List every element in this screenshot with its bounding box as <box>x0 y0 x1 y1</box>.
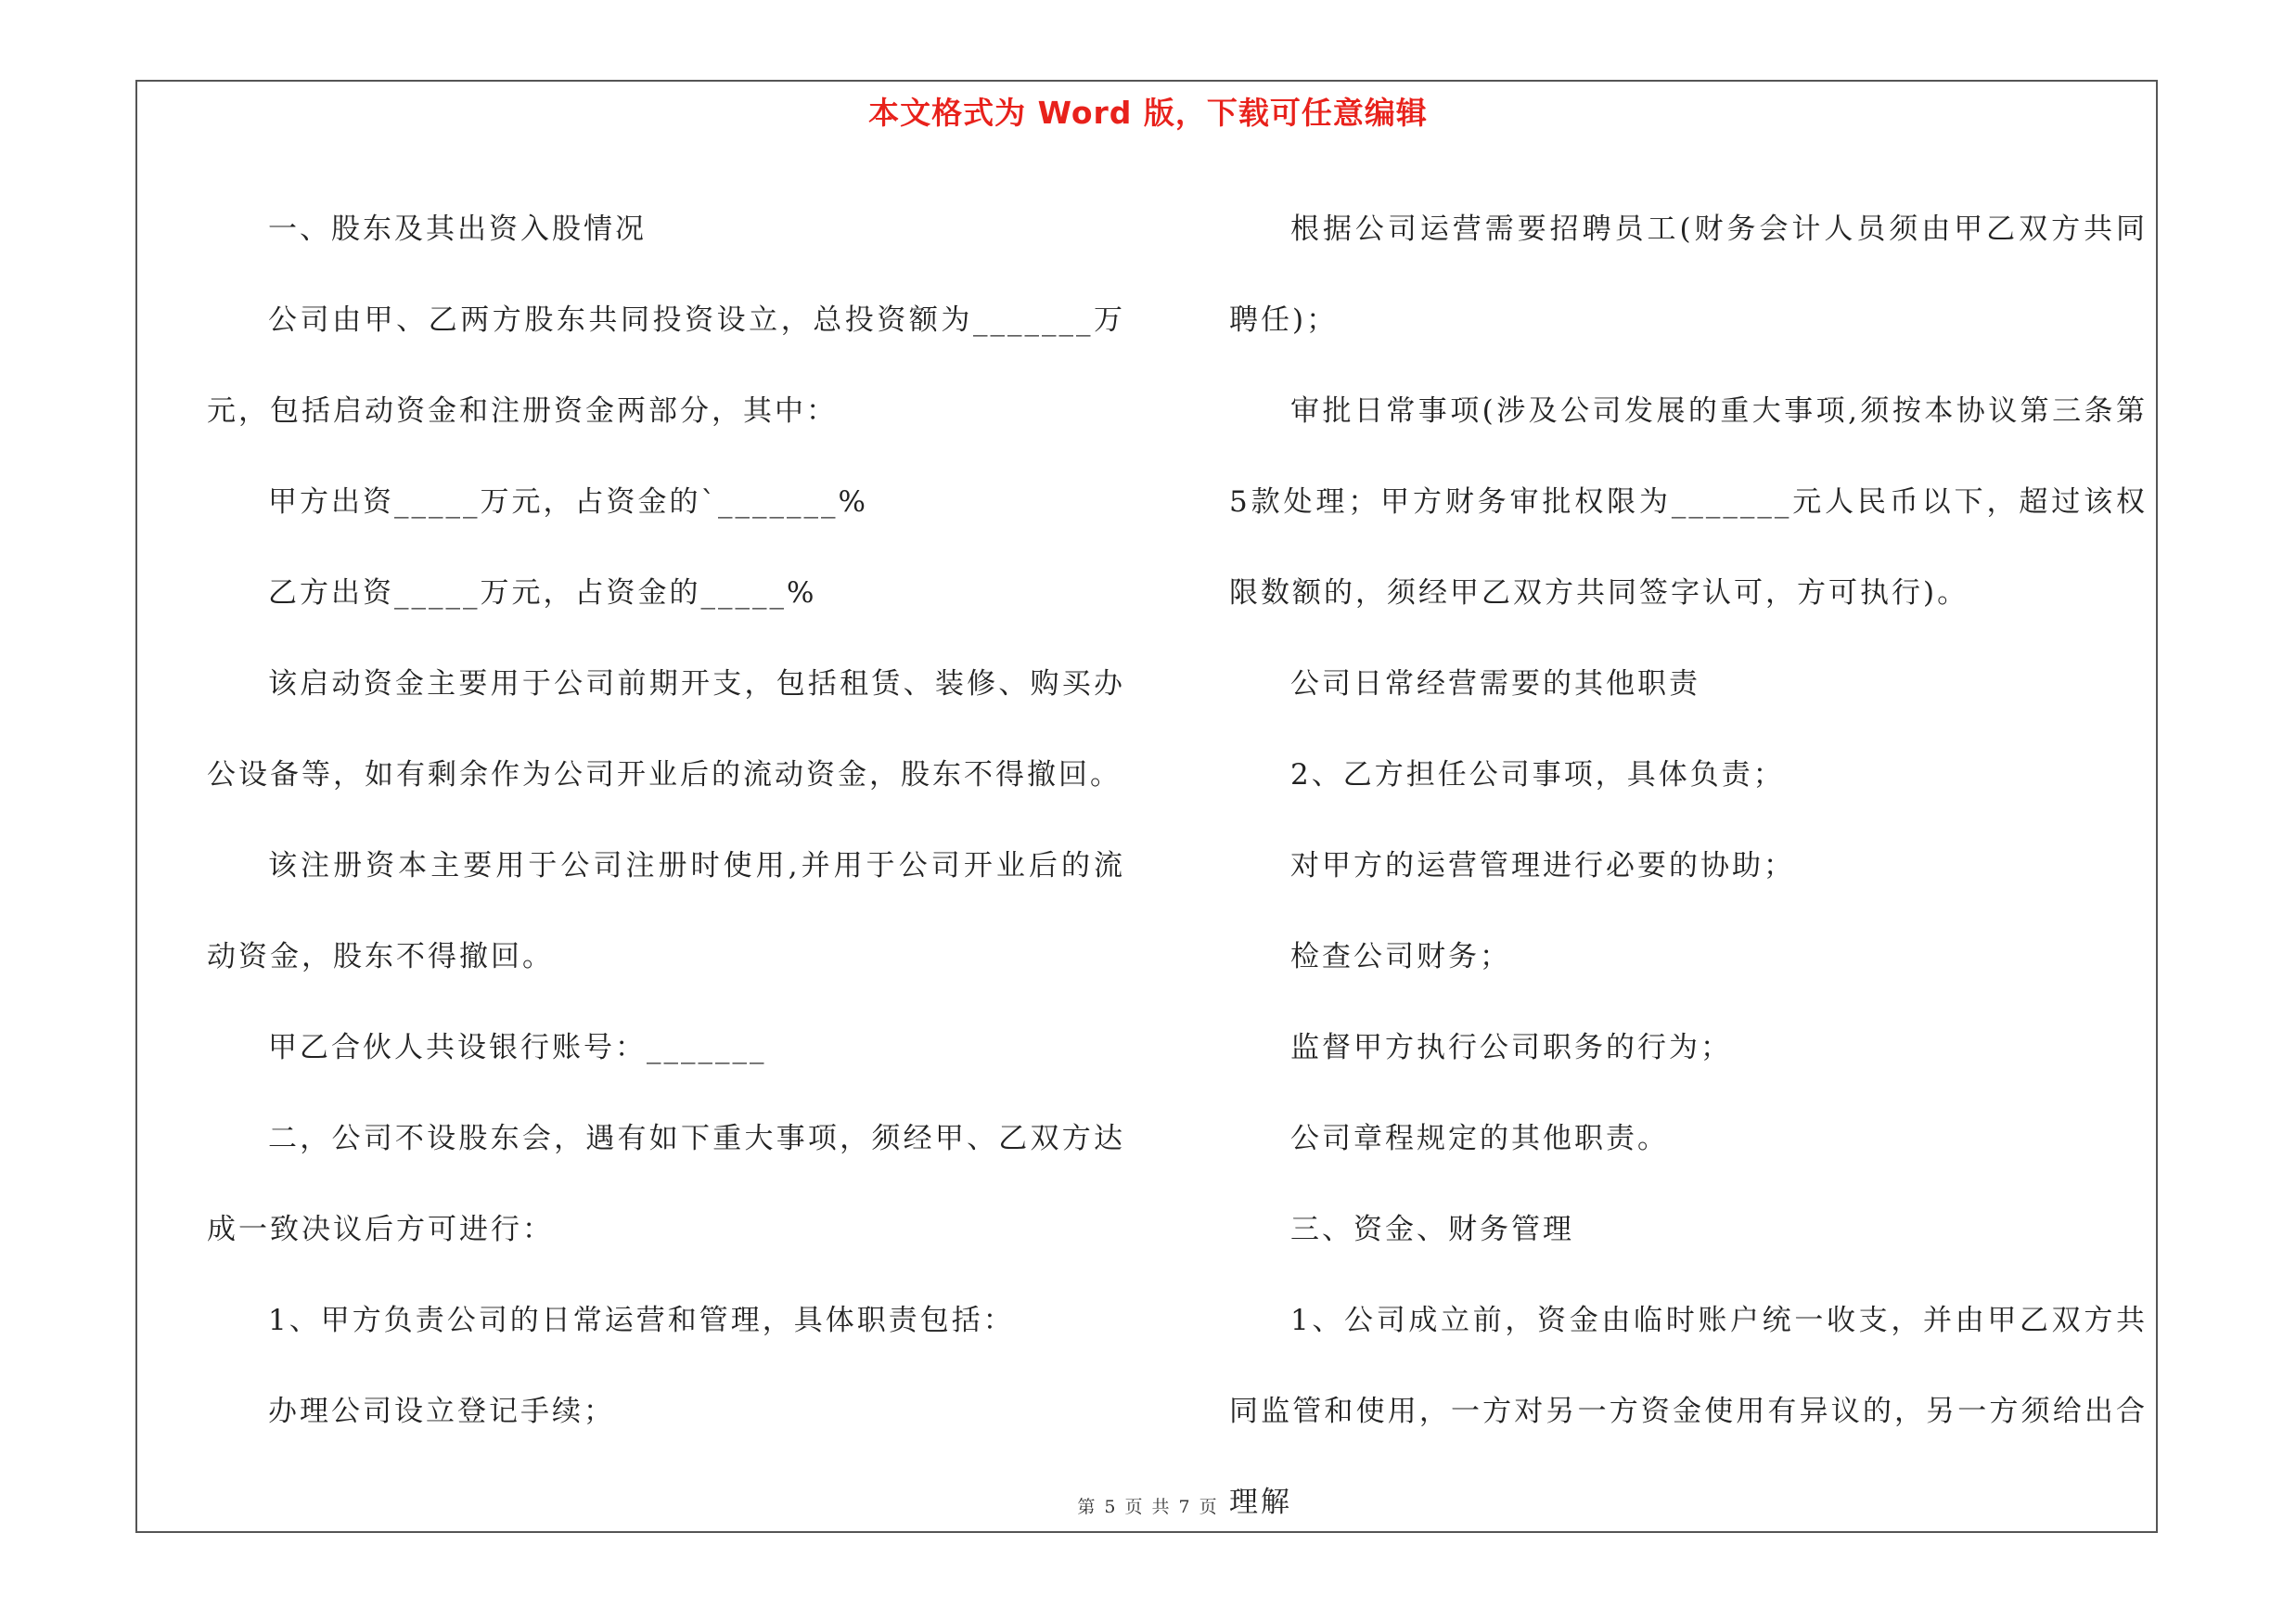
paragraph-assist-party-a: 对甲方的运营管理进行必要的协助； <box>1290 849 1795 882</box>
paragraph-approve-daily-matters: 审批日常事项(涉及公司发展的重大事项,须按本协议第三条第5款处理；甲方财务审批权限为_______元人民币以下，超过该权限数额的，须经甲乙双方共同签字认可，方可执行)。 <box>1229 394 2148 610</box>
left-column <box>207 184 1125 1457</box>
word-format-banner: 本文格式为 Word 版，下载可任意编辑 <box>868 95 1428 131</box>
paragraph-bank-account: 甲乙合伙人共设银行账号：_______ <box>268 1031 767 1064</box>
paragraph-total-investment: 公司由甲、乙两方股东共同投资设立，总投资额为_______万元，包括启动资金和注册资金两部分，其中： <box>207 303 1125 428</box>
paragraph-hire-staff: 根据公司运营需要招聘员工(财务会计人员须由甲乙双方共同聘任)； <box>1229 213 2148 337</box>
paragraph-pre-establishment-funds: 1、公司成立前，资金由临时账户统一收支，并由甲乙双方共同监管和使用，一方对另一方资金使用有异议的，另一方须给出合理解 <box>1229 1304 2148 1519</box>
paragraph-check-finances: 检查公司财务； <box>1290 940 1511 973</box>
page-number-footer: 第 5 页 共 7 页 <box>1077 1497 1219 1517</box>
section-heading-major-matters: 二，公司不设股东会，遇有如下重大事项，须经甲、乙双方达成一致决议后方可进行： <box>207 1122 1125 1246</box>
paragraph-party-b-contribution: 乙方出资_____万元，占资金的_____% <box>268 576 817 610</box>
paragraph-other-duties: 公司日常经营需要的其他职责 <box>1290 667 1700 701</box>
section-heading-finance: 三、资金、财务管理 <box>1290 1213 1574 1246</box>
paragraph-party-b-role: 2、乙方担任公司事项，具体负责； <box>1290 758 1785 792</box>
paragraph-registration-procedures: 办理公司设立登记手续； <box>268 1395 615 1428</box>
right-column <box>1229 184 2148 1548</box>
paragraph-charter-duties: 公司章程规定的其他职责。 <box>1290 1122 1669 1155</box>
paragraph-startup-funds: 该启动资金主要用于公司前期开支，包括租赁、装修、购买办公设备等，如有剩余作为公司开业后的流动资金，股东不得撤回。 <box>207 667 1125 792</box>
paragraph-party-a-contribution: 甲方出资_____万元，占资金的`_______% <box>268 485 868 519</box>
paragraph-supervise-party-a: 监督甲方执行公司职务的行为； <box>1290 1031 1732 1064</box>
section-heading-shareholders: 一、股东及其出资入股情况 <box>268 213 647 246</box>
paragraph-party-a-duties: 1、甲方负责公司的日常运营和管理，具体职责包括： <box>268 1304 1015 1337</box>
paragraph-registered-capital: 该注册资本主要用于公司注册时使用,并用于公司开业后的流动资金，股东不得撤回。 <box>207 849 1125 973</box>
